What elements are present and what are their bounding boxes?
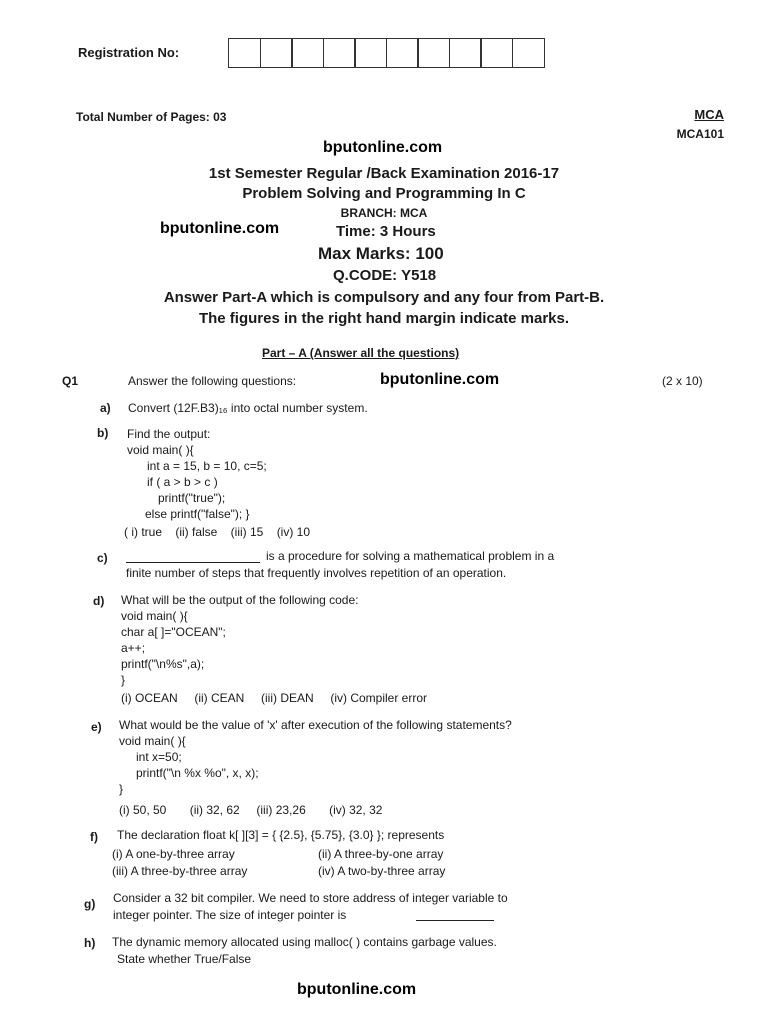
code-line: char a[ ]="OCEAN"; [121,625,226,639]
answer-option: (iv) A two-by-three array [318,864,446,878]
sub-question-label: f) [90,830,98,844]
code-line: void main( ){ [119,734,186,748]
exam-time: Time: 3 Hours [336,223,436,240]
sub-question-text: The declaration float k[ ][3] = { {2.5}, {5.75}, {3.0} }; represents [117,828,445,842]
registration-box[interactable] [386,38,419,68]
code-line: printf("\n %x %o", x, x); [136,766,259,780]
registration-box[interactable] [291,38,324,68]
code-line: Find the output: [127,427,211,441]
code-line: printf("true"); [158,491,226,505]
registration-boxes [228,38,543,68]
sub-question-label: d) [93,594,105,608]
question-text: Answer the following questions: [128,374,297,388]
max-marks: Max Marks: 100 [318,244,444,263]
code-line: if ( a > b > c ) [147,475,218,489]
sub-question-text: Consider a 32 bit compiler. We need to store address of integer variable to [113,891,508,905]
answer-option: (i) A one-by-three array [112,847,235,861]
sub-question-text: is a procedure for solving a mathematical problem in a [266,549,555,563]
sub-question-label: h) [84,936,96,950]
answer-options: (i) OCEAN (ii) CEAN (iii) DEAN (iv) Compiler error [121,691,428,705]
watermark: bputonline.com [160,220,280,237]
code-line: } [121,673,126,687]
registration-box[interactable] [480,38,513,68]
exam-title: 1st Semester Regular /Back Examination 2016-17 [208,165,560,182]
sub-question-label: a) [100,401,111,415]
registration-box[interactable] [228,38,261,68]
code-line: a++; [121,641,146,655]
sub-question-text: State whether True/False [117,952,252,966]
watermark: bputonline.com [297,981,417,998]
sub-question-text: Convert (12F.B3)₁₆ into octal number system. [128,401,368,415]
code-line: int a = 15, b = 10, c=5; [147,459,267,473]
answer-blank [416,920,494,921]
instruction-1: Answer Part-A which is compulsory and any four from Part-B. [163,289,605,306]
code-line: int x=50; [136,750,182,764]
sub-question-label: e) [91,720,102,734]
answer-blank [126,562,260,563]
exam-branch: BRANCH: MCA [340,206,428,220]
watermark: bputonline.com [380,371,500,388]
question-number: Q1 [62,374,79,388]
answer-options: ( i) true (ii) false (iii) 15 (iv) 10 [124,525,311,539]
registration-box[interactable] [323,38,356,68]
course-name: MCA [694,107,724,122]
code-line: void main( ){ [127,443,194,457]
question-marks: (2 x 10) [662,374,703,388]
total-pages: Total Number of Pages: 03 [76,110,227,124]
part-a-heading: Part – A (Answer all the questions) [262,346,460,360]
answer-options: (i) 50, 50 (ii) 32, 62 (iii) 23,26 (iv) 32, 32 [119,803,383,817]
course-code: MCA101 [676,127,724,141]
code-line: } [119,782,124,796]
sub-question-label: b) [97,426,109,440]
watermark: bputonline.com [323,139,443,156]
sub-question-label: c) [97,551,108,565]
code-line: else printf("false"); } [145,507,250,521]
registration-box[interactable] [417,38,450,68]
code-line: What would be the value of 'x' after execution of the following statements? [119,718,512,732]
code-line: printf("\n%s",a); [121,657,205,671]
answer-option: (ii) A three-by-one array [318,847,444,861]
sub-question-text: finite number of steps that frequently involves repetition of an operation. [126,566,507,580]
registration-box[interactable] [449,38,482,68]
sub-question-text: integer pointer. The size of integer pointer is [113,908,347,922]
registration-box[interactable] [260,38,293,68]
sub-question-label: g) [84,897,96,911]
registration-label: Registration No: [78,45,180,60]
instruction-2: The figures in the right hand margin indicate marks. [198,310,570,327]
answer-option: (iii) A three-by-three array [112,864,248,878]
sub-question-text: The dynamic memory allocated using malloc( ) contains garbage values. [112,935,497,949]
registration-box[interactable] [512,38,545,68]
exam-subject: Problem Solving and Programming In C [242,185,526,202]
question-code: Q.CODE: Y518 [333,267,437,284]
code-line: What will be the output of the following code: [121,593,359,607]
code-line: void main( ){ [121,609,188,623]
registration-box[interactable] [354,38,387,68]
